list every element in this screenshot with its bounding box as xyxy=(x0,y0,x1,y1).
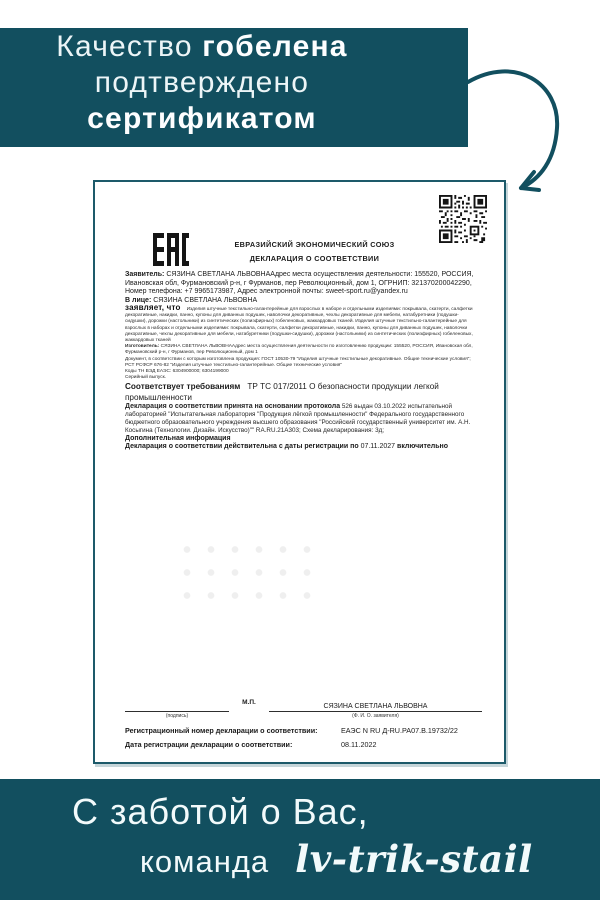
validity-date: 07.11.2027 xyxy=(360,443,396,451)
basis-label: Декларация о соответствии принята на основании протокола xyxy=(125,403,341,411)
conforms-label: Соответствует требованиям xyxy=(125,382,241,392)
codes-line: Коды ТН ВЭД ЕАЭС: 6304900000; 6304199000 xyxy=(125,369,229,375)
applicant-label: Заявитель: xyxy=(125,271,165,278)
manufacturer-text: СЯЗИНА СВЕТЛАНА ЛЬВОВНААдрес места осуществления деятельности по изготовлению продукции: 155520, РОССИЯ, Ивановская обл, Фурмановский р-н, г Фурманов, пер Революционный, дом 1 xyxy=(125,344,473,356)
serial-line: Серийный выпуск. xyxy=(125,375,167,381)
person-label: В лице: xyxy=(125,296,152,304)
registration-date-label: Дата регистрации декларации о соответствии: xyxy=(125,740,293,749)
document-paragraph: Документ, в соответствии с которым изготовлена продукция: ГОСТ 10530-79 "Изделия штучные текстильные декоративные. Общие технические условия"; РСТ РСФСР 676-82 "Изделия штучные текстильно-галантерейные. Общие технические условия" xyxy=(125,356,471,368)
certificate-footer xyxy=(125,699,482,749)
manufacturer-label: Изготовитель: xyxy=(125,344,160,350)
signature-line xyxy=(125,701,229,712)
signature-row xyxy=(125,699,482,719)
banner-line1: Качество гобелена xyxy=(56,30,348,63)
validity-label: Декларация о соответствии действительна с даты регистрации по xyxy=(125,443,359,451)
manufacturer-paragraph xyxy=(125,344,474,356)
signatory-block xyxy=(269,703,482,719)
top-banner xyxy=(0,28,468,147)
registration-number-value: ЕАЭС N RU Д-RU.РА07.В.19732/22 xyxy=(341,726,458,735)
banner-line2: подтверждено xyxy=(94,66,310,99)
certificate-header xyxy=(95,182,504,268)
registration-date-value: 08.11.2022 xyxy=(341,740,377,749)
footer-line2 xyxy=(140,837,600,881)
declares-label: заявляет, что xyxy=(125,303,181,312)
footer-line1: С заботой о Вас, xyxy=(72,791,369,832)
conforms-text: ТР ТС 017/2011 О безопасности продукции легкой промышленности xyxy=(125,382,439,403)
certificate-sheet xyxy=(93,180,506,764)
registration-number-label: Регистрационный номер декларации о соответствии: xyxy=(125,726,318,735)
certificate-titles xyxy=(129,240,500,263)
person-text: СЯЗИНА СВЕТЛАНА ЛЬВОВНА xyxy=(153,296,258,304)
validity-paragraph xyxy=(125,442,474,451)
certificate-body xyxy=(95,268,504,451)
signature-caption: (подпись) xyxy=(165,713,189,719)
seal-placeholder: М.П. xyxy=(242,699,256,706)
basis-paragraph xyxy=(125,403,474,435)
union-title: ЕВРАЗИЙСКИЙ ЭКОНОМИЧЕСКИЙ СОЮЗ xyxy=(234,240,395,249)
footer-team-word: команда xyxy=(140,844,270,879)
banner-text xyxy=(0,28,404,137)
applicant-paragraph xyxy=(125,271,474,297)
registration-date-row xyxy=(125,740,482,749)
brand-name: lv-trik-stail xyxy=(295,837,533,881)
declares-text: Изделия штучные текстильно-галантерейные для взрослых в наборе и отдельными изделиями: покрывала, скатерти, салфетки декоративные, накидки, панно, купоны для диванных подушек, наволочки декоративные, чехлы декоративные для мебели, натабуретники (подушки-сидушки), дорожки (настольники) из синтетических (полиэфирных) гобеленовых, жаккардовых тканей. Изделия штучные текстильно-галантерейные для взрослых в наборах и отдельными изделиями: покрывала, скатерти, салфетки декоративные, накидки, панно, купоны для диванных подушек, наволочки декоративные, чехлы декоративные для мебели, натабуретники (подушки-сидушки), дорожки (настольники) из синтетических (полиэфирных) гобеленовых, жаккардовых тканей xyxy=(125,307,473,344)
conforms-paragraph xyxy=(125,381,474,403)
signature-block xyxy=(125,701,229,719)
doc-title: ДЕКЛАРАЦИЯ О СООТВЕТСТВИИ xyxy=(249,254,380,263)
qr-code-icon xyxy=(439,195,487,243)
declares-paragraph xyxy=(125,305,474,344)
applicant-text: СЯЗИНА СВЕТЛАНА ЛЬВОВНААдрес места осуществления деятельности: 155520, РОССИЯ, Ивановская обл, Фурмановский р-н, г Фурманов, пер Революционный, дом 1, ОГРНИП: 321370200042290, Номер телефона: +7 9965173987, Адрес электронной почты: sweet-sport.ru@yandex.ru xyxy=(125,271,474,295)
validity-suffix: включительно xyxy=(397,443,449,451)
banner-line3: сертификатом xyxy=(87,102,317,135)
signatory-name: СЯЗИНА СВЕТЛАНА ЛЬВОВНА xyxy=(269,703,482,712)
signatory-caption: (Ф. И. О. заявителя) xyxy=(352,713,399,719)
watermark-dots xyxy=(175,538,323,600)
basis-text: 526 выдан 03.10.2022 испытательной лабораторией "Испытательная лаборатория "Продукция лёгкой промышленности" Федерального государственного бюджетного образовательного учреждения высшего образования "Российский государственный университет им. А.Н. Косыгина (Технологии. Дизайн. Искусство)"" RA.RU.21А303; Схема декларирования: 3д; xyxy=(125,403,471,435)
additional-info-label: Дополнительная информация xyxy=(125,435,231,443)
registration-number-row xyxy=(125,726,482,735)
footer-banner xyxy=(0,779,600,900)
